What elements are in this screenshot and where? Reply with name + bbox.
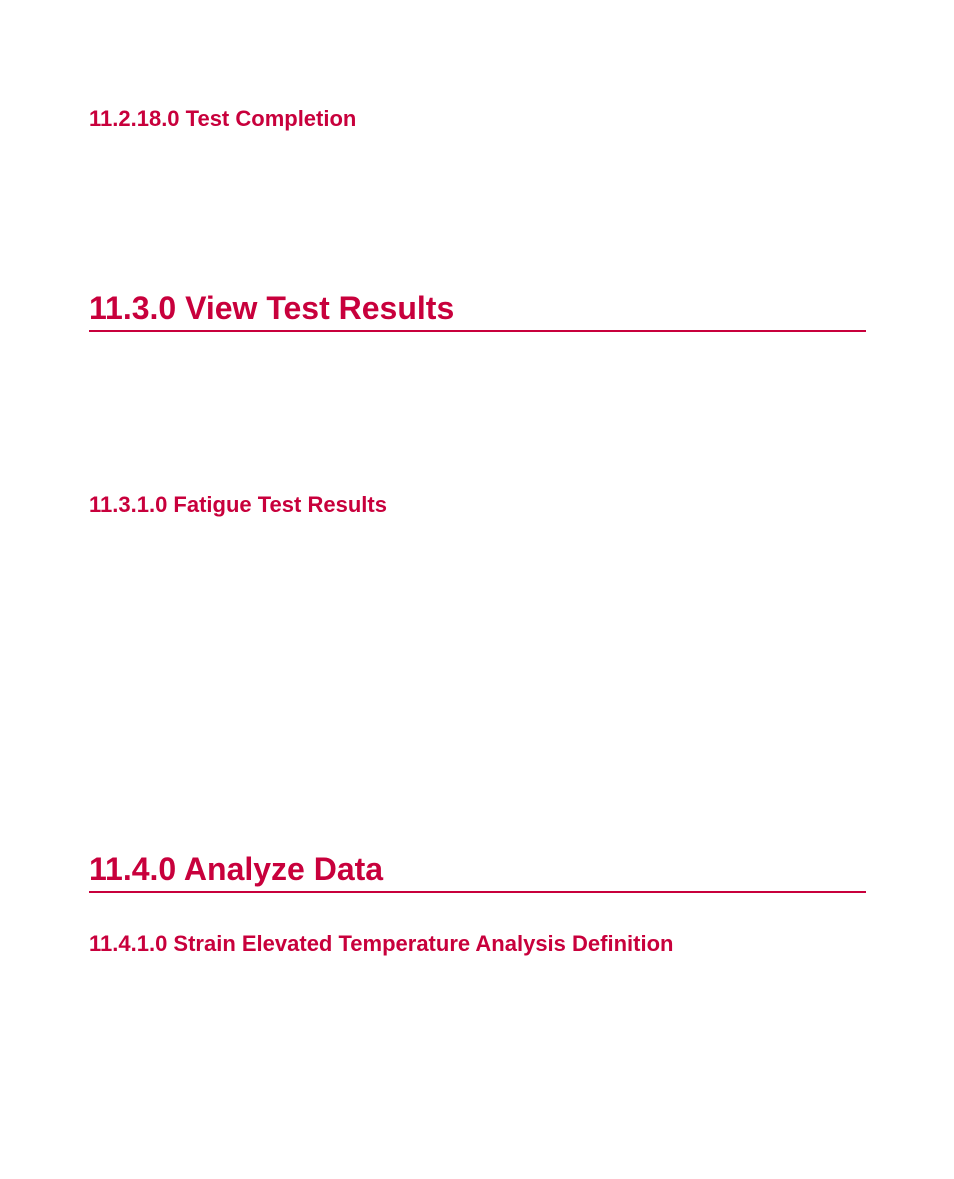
heading-view-test-results: 11.3.0 View Test Results [89, 290, 455, 326]
heading-test-completion: 11.2.18.0 Test Completion [89, 106, 357, 131]
section-view-test-results [89, 289, 866, 332]
section-divider [89, 891, 866, 893]
heading-analyze-data: 11.4.0 Analyze Data [89, 851, 384, 887]
heading-strain-elevated-analysis: 11.4.1.0 Strain Elevated Temperature Analysis Definition [89, 931, 674, 956]
heading-fatigue-test-results: 11.3.1.0 Fatigue Test Results [89, 492, 387, 517]
section-divider [89, 330, 866, 332]
section-analyze-data [89, 850, 866, 893]
